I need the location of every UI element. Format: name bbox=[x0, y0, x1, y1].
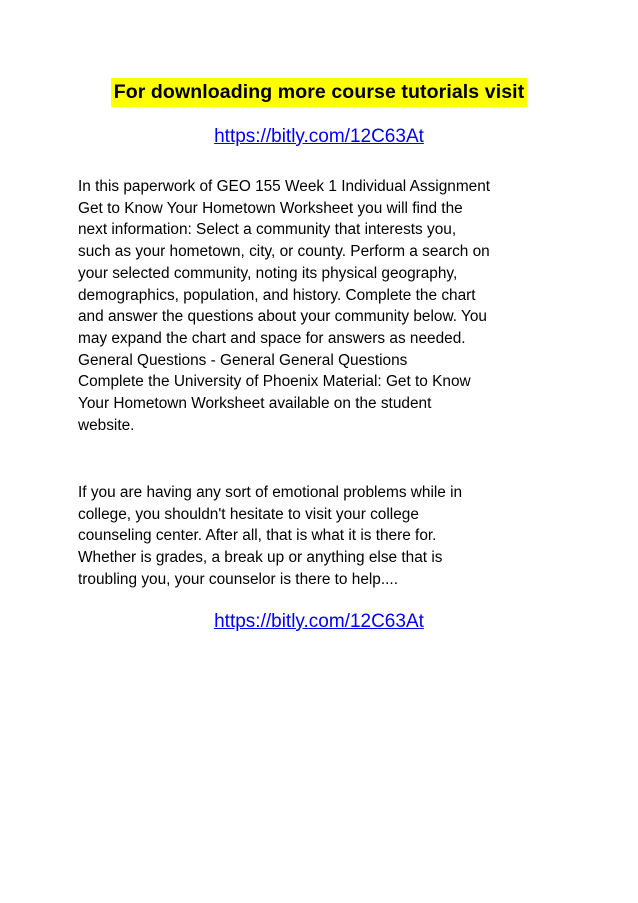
intro-paragraph bbox=[78, 176, 568, 436]
paragraph-line: counseling center. After all, that is what it is there for. bbox=[78, 527, 437, 545]
paragraph-line: next information: Select a community that interests you, bbox=[78, 221, 457, 239]
paragraph-line: demographics, population, and history. Complete the chart bbox=[78, 286, 476, 304]
paragraph-line: website. bbox=[78, 416, 135, 434]
headline-container bbox=[0, 78, 638, 107]
bottom-tutorial-link[interactable]: https://bitly.com/12C63At bbox=[214, 611, 424, 632]
paragraph-line: such as your hometown, city, or county. Perform a search on bbox=[78, 243, 490, 261]
paragraph-line: General Questions - General General Questions bbox=[78, 351, 408, 369]
paragraph-line: and answer the questions about your community below. You bbox=[78, 308, 487, 326]
paragraph-line: troubling you, your counselor is there to help.... bbox=[78, 570, 398, 588]
top-tutorial-link[interactable]: https://bitly.com/12C63At bbox=[214, 126, 424, 147]
paragraph-line: Complete the University of Phoenix Material: Get to Know bbox=[78, 373, 471, 391]
paragraph-line: college, you shouldn't hesitate to visit your college bbox=[78, 505, 419, 523]
paragraph-line: If you are having any sort of emotional problems while in bbox=[78, 484, 463, 501]
paragraph-line: may expand the chart and space for answers as needed. bbox=[78, 329, 466, 347]
paragraph-line: your selected community, noting its physical geography, bbox=[78, 264, 458, 282]
top-link-container bbox=[0, 124, 638, 150]
bottom-link-container bbox=[0, 609, 638, 635]
counseling-paragraph bbox=[78, 482, 568, 591]
paragraph-line: Whether is grades, a break up or anything else that is bbox=[78, 549, 443, 567]
paragraph-line: Get to Know Your Hometown Worksheet you will find the bbox=[78, 199, 463, 217]
paragraph-line: In this paperwork of GEO 155 Week 1 Individual Assignment bbox=[78, 178, 491, 195]
page-headline: For downloading more course tutorials visit bbox=[111, 78, 528, 107]
paragraph-line: Your Hometown Worksheet available on the student bbox=[78, 395, 432, 413]
